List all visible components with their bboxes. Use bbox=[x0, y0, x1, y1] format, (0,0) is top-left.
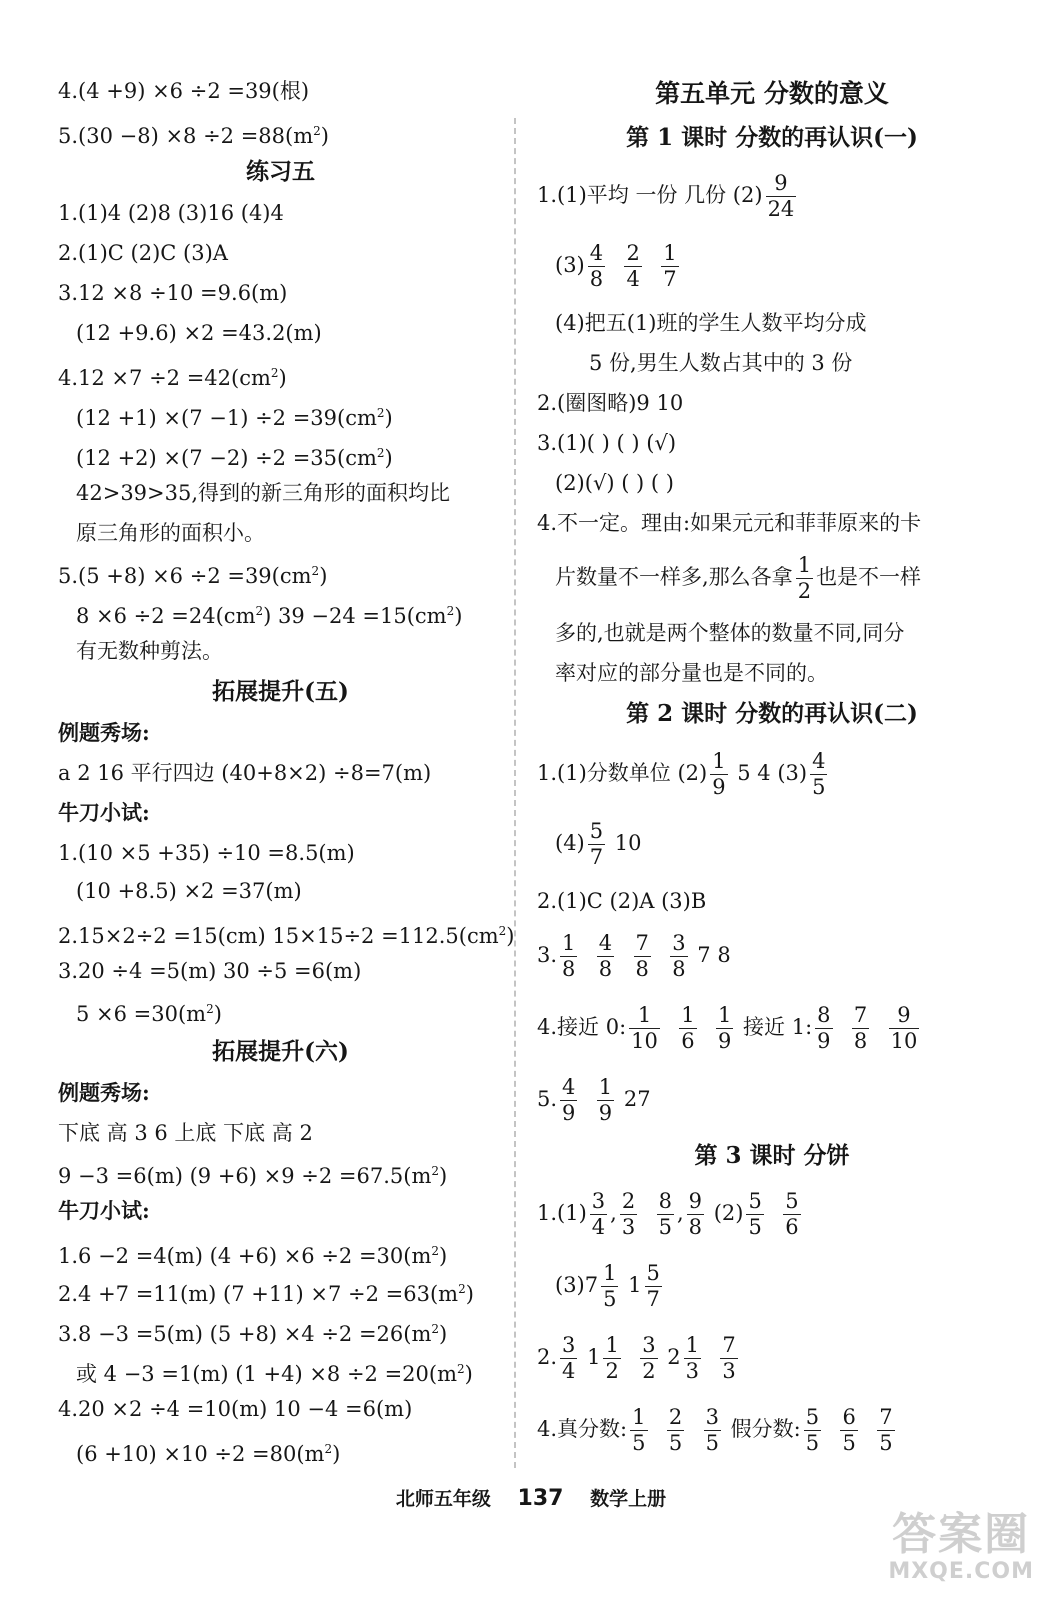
numerator: 1 bbox=[685, 1333, 699, 1357]
answer-line bbox=[76, 398, 393, 433]
numerator: 9 bbox=[889, 1005, 920, 1029]
superscript: 2 bbox=[431, 1322, 440, 1336]
line-text: ) bbox=[465, 1282, 474, 1306]
denominator: 8 bbox=[853, 1029, 868, 1053]
line-text: , bbox=[676, 1201, 684, 1225]
numerator: 7 bbox=[635, 931, 649, 955]
line-text: (6 +10) ×10 ÷2 =80(m bbox=[76, 1442, 325, 1466]
answer-line: 多的,也就是两个整体的数量不同,同分 bbox=[555, 621, 905, 645]
numerator: 8 bbox=[658, 1189, 672, 1213]
fraction bbox=[710, 751, 727, 798]
line-text: 假分数: bbox=[723, 1417, 801, 1441]
answer-line: 2.(1)C (2)C (3)A bbox=[58, 241, 228, 265]
fraction bbox=[804, 1407, 821, 1454]
watermark-url: MXQE.COM bbox=[888, 1559, 1034, 1584]
fraction bbox=[766, 173, 797, 220]
numerator: 3 bbox=[705, 1405, 719, 1429]
denominator: 24 bbox=[767, 197, 795, 221]
numerator: 1 bbox=[797, 553, 812, 577]
answer-line bbox=[58, 1236, 447, 1271]
numerator: 1 bbox=[598, 1075, 613, 1099]
line-text: 4.12 ×7 ÷2 =42(cm bbox=[58, 366, 271, 390]
section-heading: 拓展提升(五) bbox=[212, 678, 349, 705]
answer-line: 3.12 ×8 ÷10 =9.6(m) bbox=[58, 281, 288, 305]
line-text: 10 bbox=[608, 831, 642, 855]
numerator: 2 bbox=[668, 1405, 683, 1429]
line-text: 4.(4 +9) ×6 ÷2 =39(根) bbox=[58, 79, 310, 103]
answer-line bbox=[537, 1402, 898, 1456]
denominator: 8 bbox=[598, 957, 613, 981]
answer-line bbox=[58, 116, 329, 151]
line-text: (12 +1) ×(7 −1) ÷2 =39(cm bbox=[76, 406, 377, 430]
line-text: ) bbox=[439, 1164, 448, 1188]
page-footer bbox=[0, 1484, 1062, 1511]
fraction bbox=[684, 1335, 701, 1382]
page-number: 137 bbox=[517, 1486, 564, 1511]
line-text: , bbox=[610, 1201, 617, 1225]
lesson-heading: 第 1 课时 分数的再认识(一) bbox=[626, 124, 918, 151]
numerator: 1 bbox=[605, 1333, 619, 1357]
answer-line: (2)(√) ( ) ( ) bbox=[555, 471, 674, 495]
answer-line bbox=[76, 1354, 473, 1389]
superscript: 2 bbox=[270, 366, 279, 380]
numerator: 3 bbox=[672, 931, 686, 955]
fraction bbox=[560, 933, 577, 980]
lesson-heading: 第 3 课时 分饼 bbox=[694, 1142, 850, 1169]
line-text: ) bbox=[213, 1002, 222, 1026]
answer-line bbox=[58, 1314, 447, 1349]
answer-line: (12 +9.6) ×2 =43.2(m) bbox=[76, 321, 322, 345]
answer-line bbox=[537, 746, 830, 800]
denominator: 4 bbox=[562, 1359, 576, 1383]
line-text: (12 +2) ×(7 −2) ÷2 =35(cm bbox=[76, 446, 377, 470]
answer-line bbox=[76, 994, 222, 1029]
denominator: 5 bbox=[603, 1287, 617, 1311]
numerator: 3 bbox=[562, 1333, 576, 1357]
line-text: 1 bbox=[580, 1345, 601, 1369]
denominator: 7 bbox=[646, 1287, 660, 1311]
fraction bbox=[670, 933, 687, 980]
answer-line: 3.(1)( ) ( ) (√) bbox=[537, 431, 677, 455]
denominator: 2 bbox=[797, 579, 812, 603]
fraction bbox=[810, 751, 827, 798]
section-heading: 拓展提升(六) bbox=[212, 1038, 349, 1065]
numerator: 1 bbox=[629, 1005, 660, 1029]
answer-line: 有无数种剪法。 bbox=[76, 639, 223, 663]
numerator: 5 bbox=[805, 1405, 820, 1429]
fraction bbox=[815, 1005, 832, 1052]
line-text: 1.(1)分数单位 (2) bbox=[537, 761, 708, 785]
numerator: 5 bbox=[589, 819, 604, 843]
denominator: 10 bbox=[631, 1029, 658, 1053]
fraction bbox=[877, 1407, 894, 1454]
denominator: 8 bbox=[688, 1215, 703, 1239]
answer-line bbox=[58, 1156, 447, 1191]
fraction bbox=[746, 1191, 763, 1238]
answer-line bbox=[537, 1000, 922, 1054]
denominator: 4 bbox=[626, 267, 640, 291]
numerator: 2 bbox=[621, 1189, 636, 1213]
superscript: 2 bbox=[324, 1442, 333, 1456]
denominator: 3 bbox=[685, 1359, 699, 1383]
numerator: 7 bbox=[853, 1003, 868, 1027]
numerator: 1 bbox=[712, 749, 726, 773]
superscript: 2 bbox=[376, 406, 385, 420]
numerator: 1 bbox=[681, 1003, 695, 1027]
superscript: 2 bbox=[313, 124, 321, 138]
line-text: (3) bbox=[555, 253, 585, 277]
answer-line: 1.(1)4 (2)8 (3)16 (4)4 bbox=[58, 201, 284, 225]
line-text: ) bbox=[278, 366, 287, 390]
fraction bbox=[603, 1335, 620, 1382]
denominator: 5 bbox=[748, 1215, 762, 1239]
denominator: 8 bbox=[589, 267, 604, 291]
line-text: ) 39 −24 =15(cm bbox=[263, 604, 447, 628]
fraction bbox=[629, 1005, 660, 1052]
line-text: 7 8 bbox=[690, 943, 731, 967]
line-text: 接近 1: bbox=[736, 1015, 813, 1039]
fraction bbox=[588, 243, 605, 290]
answer-line: 下底 高 3 6 上底 下底 高 2 bbox=[58, 1121, 313, 1145]
denominator: 10 bbox=[890, 1029, 918, 1053]
answer-line bbox=[555, 1258, 665, 1312]
numerator: 4 bbox=[812, 749, 826, 773]
numerator: 7 bbox=[879, 1405, 893, 1429]
answer-line bbox=[58, 556, 327, 591]
answer-line: (10 +8.5) ×2 =37(m) bbox=[76, 879, 302, 903]
denominator: 9 bbox=[712, 775, 726, 799]
line-text: 或 4 −3 =1(m) (1 +4) ×8 ÷2 =20(m bbox=[76, 1362, 458, 1386]
line-text: 1.6 −2 =4(m) (4 +6) ×6 ÷2 =30(m bbox=[58, 1244, 432, 1268]
answer-line bbox=[537, 928, 731, 982]
fraction bbox=[597, 1077, 614, 1124]
denominator: 6 bbox=[681, 1029, 695, 1053]
line-text: 2. bbox=[537, 1345, 558, 1369]
denominator: 8 bbox=[635, 957, 649, 981]
answer-line: 2.(圈图略)9 10 bbox=[537, 391, 684, 415]
denominator: 2 bbox=[642, 1359, 656, 1383]
line-text: (3)7 bbox=[555, 1273, 599, 1297]
line-text: 5.(5 +8) ×6 ÷2 =39(cm bbox=[58, 564, 312, 588]
denominator: 8 bbox=[672, 957, 686, 981]
line-text: ) bbox=[454, 604, 463, 628]
denominator: 5 bbox=[842, 1431, 856, 1455]
denominator: 9 bbox=[598, 1101, 613, 1125]
fraction bbox=[852, 1005, 869, 1052]
numerator: 3 bbox=[642, 1333, 656, 1357]
denominator: 4 bbox=[591, 1215, 606, 1239]
numerator: 1 bbox=[632, 1405, 646, 1429]
fraction bbox=[667, 1407, 684, 1454]
numerator: 1 bbox=[717, 1003, 732, 1027]
fraction bbox=[687, 1191, 704, 1238]
superscript: 2 bbox=[255, 604, 264, 618]
answer-line bbox=[555, 238, 682, 292]
fraction bbox=[620, 1191, 637, 1238]
denominator: 5 bbox=[632, 1431, 646, 1455]
fraction bbox=[601, 1263, 618, 1310]
numerator: 5 bbox=[748, 1189, 762, 1213]
fraction bbox=[560, 1335, 577, 1382]
fraction bbox=[590, 1191, 607, 1238]
answer-line bbox=[76, 1434, 340, 1469]
superscript: 2 bbox=[498, 924, 507, 938]
denominator: 5 bbox=[805, 1431, 820, 1455]
answer-line bbox=[58, 76, 309, 106]
answer-line: 原三角形的面积小。 bbox=[76, 521, 265, 545]
answer-line bbox=[76, 438, 393, 473]
lesson-heading: 第 2 课时 分数的再认识(二) bbox=[626, 700, 918, 727]
denominator: 7 bbox=[589, 845, 604, 869]
answer-line: 2.(1)C (2)A (3)B bbox=[537, 889, 707, 913]
answer-line bbox=[555, 816, 642, 870]
denominator: 8 bbox=[562, 957, 576, 981]
line-text: (2) bbox=[707, 1201, 744, 1225]
fraction bbox=[640, 1335, 657, 1382]
numerator: 8 bbox=[817, 1003, 831, 1027]
answer-line: 3.20 ÷4 =5(m) 30 ÷5 =6(m) bbox=[58, 959, 362, 983]
answer-line bbox=[537, 1072, 651, 1126]
fraction bbox=[704, 1407, 721, 1454]
denominator: 5 bbox=[668, 1431, 683, 1455]
answer-line bbox=[537, 168, 799, 222]
line-text: ) bbox=[384, 406, 393, 430]
subsection-label: 牛刀小试: bbox=[58, 1198, 150, 1223]
answer-line: (4)把五(1)班的学生人数平均分成 bbox=[555, 311, 867, 335]
subsection-label: 例题秀场: bbox=[58, 1080, 150, 1105]
line-text: ) bbox=[384, 446, 393, 470]
denominator: 3 bbox=[722, 1359, 736, 1383]
superscript: 2 bbox=[446, 604, 455, 618]
answer-line: a 2 16 平行四边 (40+8×2) ÷8=7(m) bbox=[58, 761, 432, 785]
line-text: ) bbox=[506, 924, 515, 948]
fraction bbox=[657, 1191, 674, 1238]
superscript: 2 bbox=[206, 1002, 214, 1016]
answer-line: 率对应的部分量也是不同的。 bbox=[555, 661, 828, 685]
superscript: 2 bbox=[431, 1164, 440, 1178]
fraction bbox=[645, 1263, 662, 1310]
fraction bbox=[597, 933, 614, 980]
fraction bbox=[783, 1191, 800, 1238]
answer-line: 4.20 ×2 ÷4 =10(m) 10 −4 =6(m) bbox=[58, 1397, 413, 1421]
subsection-label: 牛刀小试: bbox=[58, 800, 150, 825]
fraction bbox=[624, 243, 641, 290]
line-text: (4) bbox=[555, 831, 585, 855]
line-text: 5 4 (3) bbox=[730, 761, 808, 785]
line-text: 8 ×6 ÷2 =24(cm bbox=[76, 604, 256, 628]
answer-line: 1.(10 ×5 +35) ÷10 =8.5(m) bbox=[58, 841, 355, 865]
line-text: ) bbox=[439, 1322, 448, 1346]
denominator: 2 bbox=[605, 1359, 619, 1383]
fraction bbox=[661, 243, 678, 290]
line-text: 片数量不一样多,那么各拿 bbox=[555, 565, 793, 589]
line-text: ) bbox=[464, 1362, 473, 1386]
denominator: 7 bbox=[663, 267, 677, 291]
answer-line: 4.不一定。理由:如果元元和菲菲原来的卡 bbox=[537, 511, 922, 535]
numerator: 7 bbox=[722, 1333, 736, 1357]
fraction bbox=[630, 1407, 647, 1454]
unit-title: 第五单元 分数的意义 bbox=[655, 79, 889, 108]
numerator: 5 bbox=[646, 1261, 660, 1285]
fraction bbox=[720, 1335, 737, 1382]
answer-line bbox=[537, 1186, 804, 1240]
numerator: 6 bbox=[842, 1405, 856, 1429]
footer-grade: 北师五年级 bbox=[395, 1488, 491, 1510]
line-text: 4.真分数: bbox=[537, 1417, 628, 1441]
line-text: 2 bbox=[660, 1345, 681, 1369]
line-text: ) bbox=[332, 1442, 341, 1466]
answer-line: 42>39>35,得到的新三角形的面积均比 bbox=[76, 481, 451, 505]
numerator: 9 bbox=[688, 1189, 703, 1213]
footer-book: 数学上册 bbox=[590, 1488, 667, 1510]
line-text: 1.(1) bbox=[537, 1201, 587, 1225]
denominator: 3 bbox=[621, 1215, 636, 1239]
numerator: 5 bbox=[785, 1189, 799, 1213]
answer-line bbox=[58, 1274, 474, 1309]
fraction bbox=[840, 1407, 857, 1454]
line-text: 4.接近 0: bbox=[537, 1015, 627, 1039]
denominator: 6 bbox=[785, 1215, 799, 1239]
superscript: 2 bbox=[431, 1244, 440, 1258]
numerator: 3 bbox=[591, 1189, 606, 1213]
line-text: 2.4 +7 =11(m) (7 +11) ×7 ÷2 =63(m bbox=[58, 1282, 459, 1306]
line-text: 也是不一样 bbox=[816, 565, 922, 589]
denominator: 5 bbox=[812, 775, 826, 799]
answer-line bbox=[58, 358, 287, 393]
numerator: 1 bbox=[562, 931, 576, 955]
numerator: 9 bbox=[766, 173, 797, 197]
numerator: 4 bbox=[589, 241, 604, 265]
answer-line: 5 份,男生人数占其中的 3 份 bbox=[589, 351, 853, 375]
watermark bbox=[888, 1511, 1034, 1584]
superscript: 2 bbox=[458, 1282, 466, 1296]
denominator: 5 bbox=[879, 1431, 893, 1455]
fraction bbox=[588, 821, 605, 868]
watermark-logo-text: 答案圈 bbox=[892, 1509, 1031, 1560]
answer-line bbox=[537, 1330, 741, 1384]
fraction bbox=[716, 1005, 733, 1052]
numerator: 2 bbox=[626, 241, 640, 265]
line-text: 3. bbox=[537, 943, 558, 967]
line-text: ) bbox=[319, 564, 328, 588]
superscript: 2 bbox=[311, 564, 320, 578]
line-text: 5 ×6 =30(m bbox=[76, 1002, 207, 1026]
subsection-label: 例题秀场: bbox=[58, 720, 150, 745]
superscript: 2 bbox=[457, 1362, 465, 1376]
line-text: ) bbox=[320, 124, 329, 148]
fraction bbox=[560, 1077, 577, 1124]
section-heading: 练习五 bbox=[246, 158, 315, 185]
line-text: 1 bbox=[621, 1273, 642, 1297]
line-text: 9 −3 =6(m) (9 +6) ×9 ÷2 =67.5(m bbox=[58, 1164, 432, 1188]
answer-line bbox=[58, 916, 515, 951]
numerator: 4 bbox=[598, 931, 613, 955]
line-text: 2.15×2÷2 =15(cm) 15×15÷2 =112.5(cm bbox=[58, 924, 499, 948]
fraction bbox=[679, 1005, 696, 1052]
numerator: 1 bbox=[603, 1261, 617, 1285]
line-text: 5.(30 −8) ×8 ÷2 =88(m bbox=[58, 124, 314, 148]
fraction bbox=[634, 933, 651, 980]
superscript: 2 bbox=[376, 446, 385, 460]
line-text: 5. bbox=[537, 1087, 558, 1111]
line-text: ) bbox=[439, 1244, 448, 1268]
denominator: 9 bbox=[817, 1029, 831, 1053]
denominator: 5 bbox=[705, 1431, 719, 1455]
answer-line bbox=[76, 596, 462, 631]
fraction bbox=[889, 1005, 920, 1052]
line-text: 3.8 −3 =5(m) (5 +8) ×4 ÷2 =26(m bbox=[58, 1322, 432, 1346]
answer-line bbox=[555, 550, 921, 604]
numerator: 1 bbox=[663, 241, 677, 265]
numerator: 4 bbox=[562, 1075, 576, 1099]
line-text: 1.(1)平均 一份 几份 (2) bbox=[537, 183, 763, 207]
line-text: 27 bbox=[617, 1087, 651, 1111]
denominator: 5 bbox=[658, 1215, 672, 1239]
fraction bbox=[796, 555, 813, 602]
denominator: 9 bbox=[717, 1029, 732, 1053]
denominator: 9 bbox=[562, 1101, 576, 1125]
column-divider bbox=[514, 118, 516, 1468]
